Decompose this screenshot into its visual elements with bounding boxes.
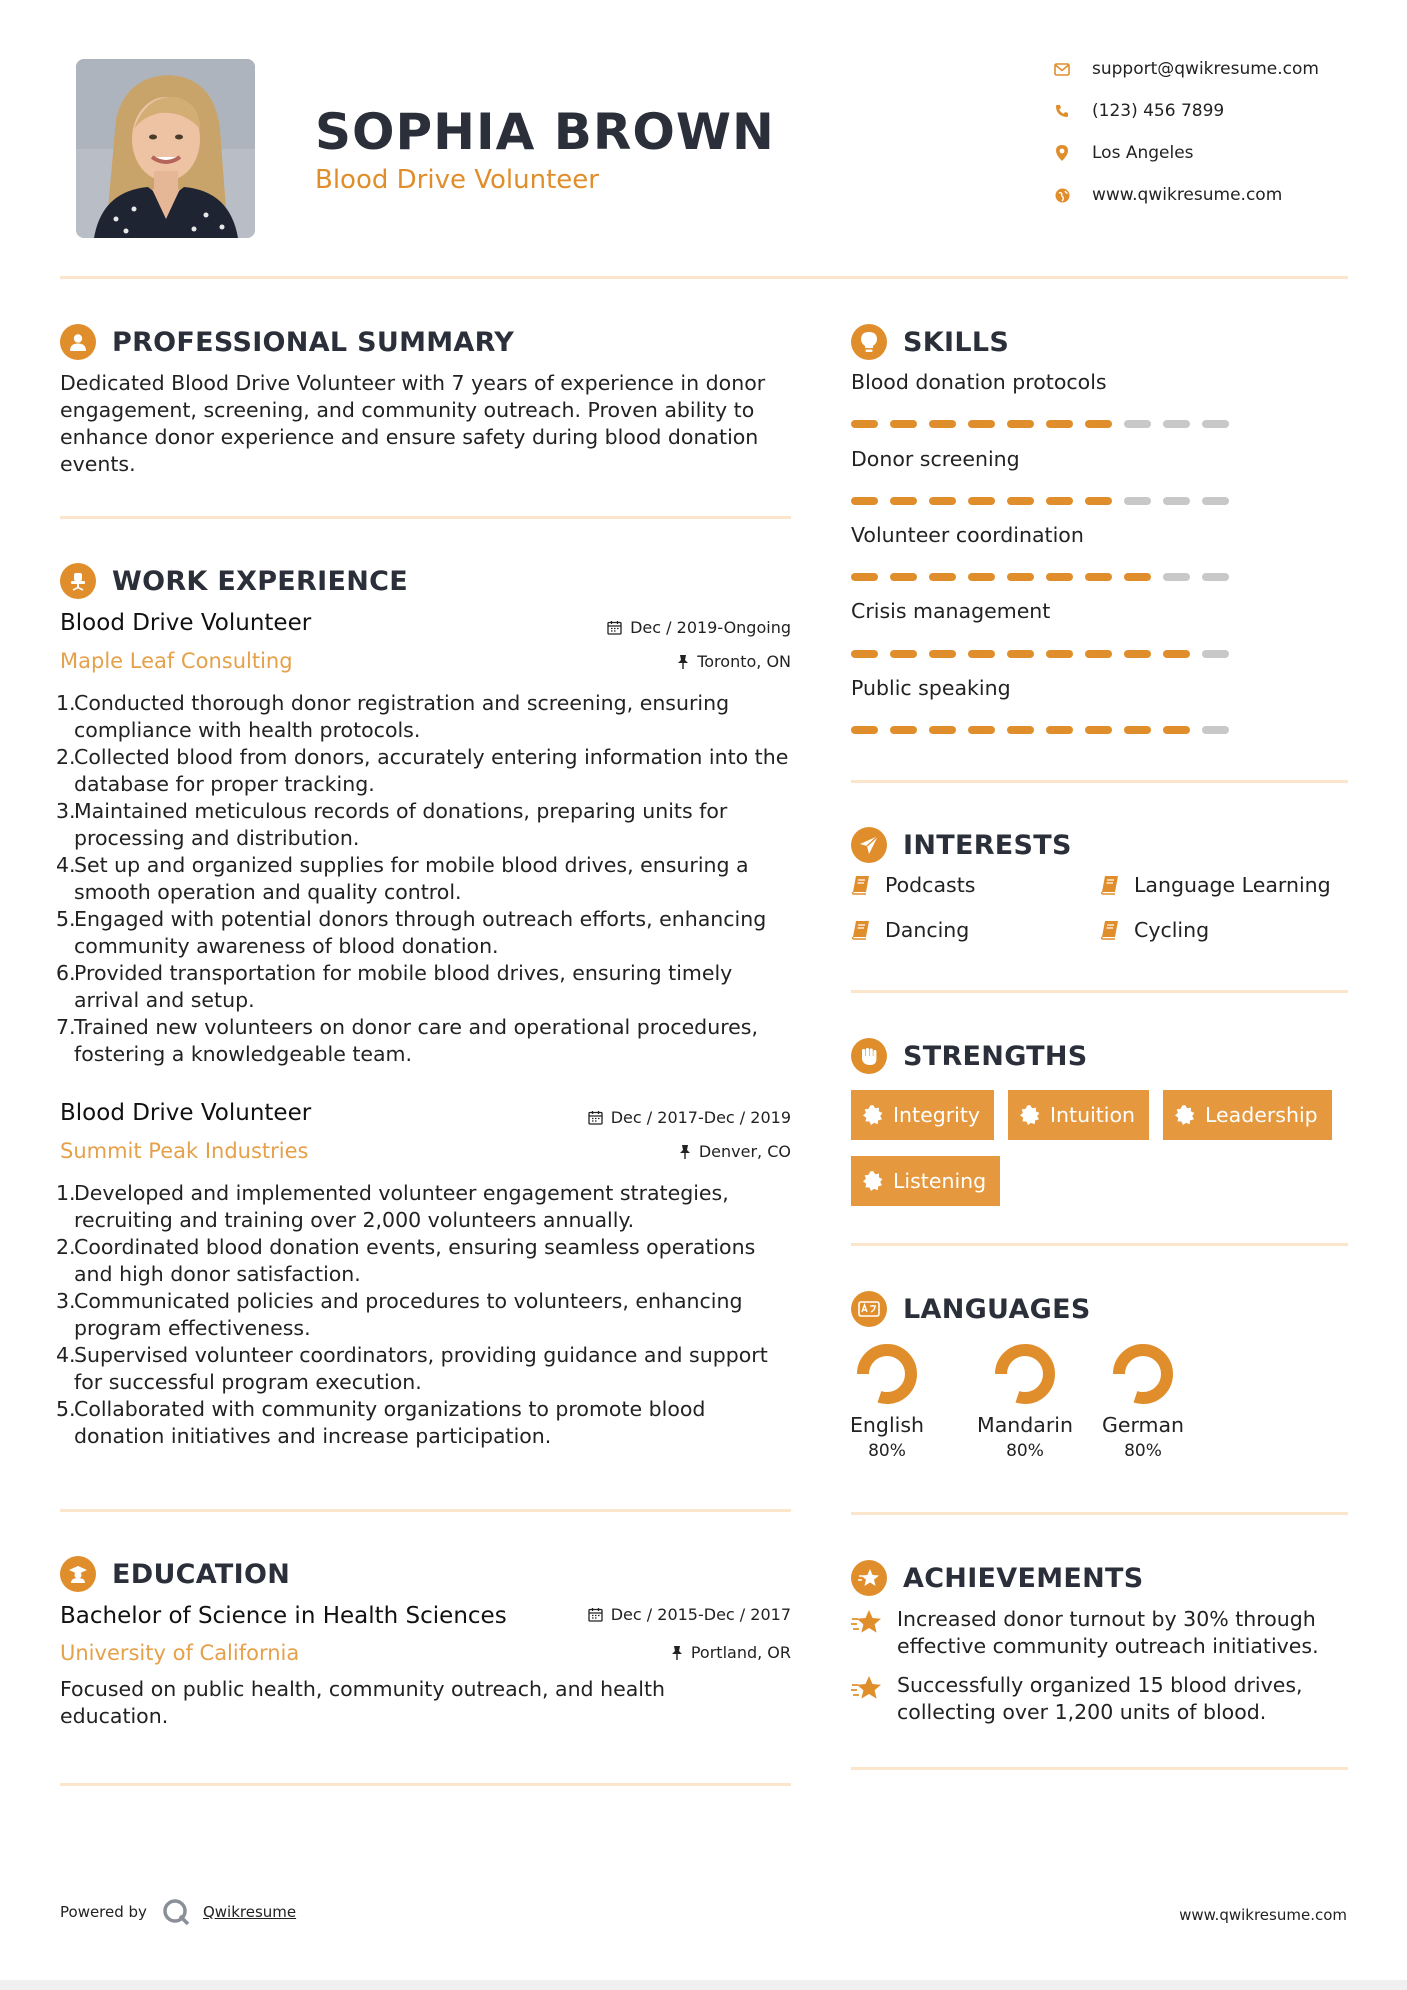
languages-title: LANGUAGES [903, 1293, 1091, 1325]
skill-level-bar [851, 420, 1229, 428]
contact-website[interactable] [1054, 182, 1354, 208]
job-1-role: Blood Drive Volunteer [60, 610, 312, 636]
skill-level-segment [968, 650, 995, 658]
skill-level-bar [851, 497, 1229, 505]
skill-level-segment [1163, 650, 1190, 658]
skill-level-segment [890, 420, 917, 428]
language-percent: 80% [1006, 1441, 1044, 1461]
pushpin-icon [671, 1645, 683, 1660]
summary-title: PROFESSIONAL SUMMARY [112, 326, 515, 358]
candidate-title: Blood Drive Volunteer [315, 165, 599, 195]
skill-level-segment [890, 726, 917, 734]
skill-level-segment [851, 726, 878, 734]
skill-name: Donor screening [851, 447, 1020, 471]
language-name: German [1101, 1413, 1185, 1437]
skill-level-segment [890, 650, 917, 658]
badge-icon [1175, 1105, 1195, 1125]
contact-location [1054, 140, 1354, 166]
skill-level-segment [968, 573, 995, 581]
skill-level-bar [851, 650, 1229, 658]
achievements-heading [851, 1558, 1144, 1598]
list-item: 3. Communicated policies and procedures to volunteers, enhancing program effectiveness. [56, 1289, 743, 1340]
skill-level-segment [890, 573, 917, 581]
achievement-item: Increased donor turnout by 30% through effective community outreach initiatives. [851, 1606, 1348, 1660]
strength-tag: Leadership [1163, 1090, 1332, 1140]
skill-level-segment [1202, 420, 1229, 428]
list-item: 1. Developed and implemented volunteer engagement strategies, recruiting and training over 2,000 volunteers annually. [56, 1181, 729, 1232]
language-percent: 80% [1124, 1441, 1162, 1461]
job-1-duties [56, 690, 796, 1068]
skill-level-segment [1124, 497, 1151, 505]
interest-item: Podcasts [851, 873, 975, 897]
skill-level-segment [1124, 650, 1151, 658]
skills-divider [851, 780, 1348, 783]
language-progress-ring [1112, 1343, 1174, 1405]
skill-level-segment [1046, 497, 1073, 505]
language-progress-ring [994, 1343, 1056, 1405]
lightbulb-icon [851, 324, 887, 360]
calendar-icon [588, 1607, 603, 1622]
skill-level-segment [851, 497, 878, 505]
education-location-text: Portland, OR [690, 1643, 791, 1662]
job-2-location-text: Denver, CO [698, 1142, 791, 1161]
skill-level-segment [929, 573, 956, 581]
list-item: 5. Collaborated with community organizations to promote blood donation initiatives and increase participation. [56, 1397, 706, 1448]
star-icon [851, 1560, 887, 1596]
list-item: 1. Conducted thorough donor registration and screening, ensuring compliance with health protocols. [56, 691, 730, 742]
skill-level-bar [851, 726, 1229, 734]
experience-heading [60, 561, 408, 601]
list-item: 6. Provided transportation for mobile blood drives, ensuring timely arrival and setup. [56, 961, 733, 1012]
languages-heading [851, 1289, 1091, 1329]
language-item [827, 1343, 947, 1461]
job-1-location-text: Toronto, ON [697, 652, 791, 671]
graduate-icon [60, 1556, 96, 1592]
languages-divider [851, 1512, 1348, 1515]
footer-website[interactable]: www.qwikresume.com [1179, 1906, 1347, 1924]
skill-level-segment [1163, 420, 1190, 428]
translate-icon [851, 1291, 887, 1327]
summary-heading [60, 322, 514, 362]
skill-level-segment [1007, 726, 1034, 734]
qwikresume-link[interactable]: Qwikresume [202, 1903, 297, 1921]
education-degree: Bachelor of Science in Health Sciences [60, 1603, 507, 1629]
job-1-dates [480, 618, 791, 637]
skill-level-segment [851, 650, 878, 658]
location-pin-icon [1054, 145, 1070, 161]
skill-level-segment [1007, 650, 1034, 658]
experience-title: WORK EXPERIENCE [112, 565, 408, 597]
user-icon [60, 324, 96, 360]
contact-website-text: www.qwikresume.com [1092, 185, 1283, 205]
job-2-duties [56, 1180, 796, 1450]
skill-level-segment [1202, 573, 1229, 581]
list-item: 4. Set up and organized supplies for mobile blood drives, ensuring a smooth operation and quality control. [56, 853, 749, 904]
skill-level-segment [929, 650, 956, 658]
badge-icon [1020, 1105, 1040, 1125]
skill-level-segment [929, 726, 956, 734]
fist-icon [851, 1038, 887, 1074]
profile-photo [76, 59, 255, 238]
badge-icon [863, 1171, 883, 1191]
education-heading [60, 1554, 290, 1594]
skill-level-segment [1085, 573, 1112, 581]
job-1-dates-text: Dec / 2019-Ongoing [630, 618, 791, 637]
strength-tag: Listening [851, 1156, 1000, 1206]
job-2-dates [480, 1108, 791, 1127]
contact-email-text: support@qwikresume.com [1092, 59, 1319, 79]
skills-title: SKILLS [903, 326, 1010, 358]
skill-level-segment [1124, 726, 1151, 734]
interests-title: INTERESTS [903, 829, 1072, 861]
education-dates [480, 1605, 791, 1624]
skill-level-segment [1124, 573, 1151, 581]
skill-level-segment [1163, 497, 1190, 505]
job-2-role: Blood Drive Volunteer [60, 1100, 312, 1126]
job-1-location [480, 652, 791, 671]
skill-level-segment [1085, 650, 1112, 658]
interest-item: Language Learning [1100, 873, 1331, 897]
office-chair-icon [60, 563, 96, 599]
skill-level-segment [1202, 650, 1229, 658]
language-item [1083, 1343, 1203, 1461]
skill-level-segment [851, 420, 878, 428]
experience-divider [60, 1509, 791, 1512]
badge-icon [863, 1105, 883, 1125]
skill-name: Blood donation protocols [851, 370, 1107, 394]
header-divider [60, 276, 1348, 279]
interests-divider [851, 990, 1348, 993]
skill-level-segment [851, 573, 878, 581]
strength-tag: Integrity [851, 1090, 994, 1140]
strength-tag: Intuition [1008, 1090, 1149, 1140]
phone-icon [1054, 103, 1070, 119]
skill-level-segment [1202, 497, 1229, 505]
skill-level-segment [1007, 497, 1034, 505]
skill-name: Public speaking [851, 676, 1011, 700]
contact-email[interactable] [1054, 56, 1354, 82]
education-title: EDUCATION [112, 1558, 291, 1590]
skill-name: Crisis management [851, 599, 1051, 623]
list-item: 2. Collected blood from donors, accurately entering information into the database for proper tracking. [56, 745, 789, 796]
calendar-icon [607, 620, 622, 635]
globe-icon [1054, 187, 1070, 203]
contact-location-text: Los Angeles [1092, 143, 1194, 163]
footer-branding [60, 1897, 296, 1927]
skill-level-segment [968, 726, 995, 734]
star-icon [851, 1608, 883, 1634]
skill-level-segment [1163, 726, 1190, 734]
skill-level-segment [929, 497, 956, 505]
list-item: 3. Maintained meticulous records of donations, preparing units for processing and distribution. [56, 799, 728, 850]
book-icon [1100, 875, 1120, 895]
strengths-heading [851, 1036, 1088, 1076]
interest-item: Cycling [1100, 918, 1209, 942]
calendar-icon [588, 1110, 603, 1125]
education-text: Focused on public health, community outreach, and health education. [60, 1677, 665, 1728]
pushpin-icon [679, 1144, 691, 1159]
skills-heading [851, 322, 1009, 362]
skill-level-segment [1202, 726, 1229, 734]
qwikresume-logo-icon [161, 1897, 191, 1927]
skill-level-segment [929, 420, 956, 428]
pushpin-icon [677, 654, 689, 669]
book-icon [851, 875, 871, 895]
job-1-company: Maple Leaf Consulting [60, 649, 293, 673]
candidate-name: SOPHIA BROWN [315, 103, 775, 161]
language-name: English [849, 1413, 925, 1437]
skill-level-segment [1007, 420, 1034, 428]
summary-divider [60, 516, 791, 519]
language-percent: 80% [868, 1441, 906, 1461]
skill-level-segment [1046, 650, 1073, 658]
list-item: 5. Engaged with potential donors through outreach efforts, enhancing community awareness of blood donation. [56, 907, 767, 958]
language-name: Mandarin [977, 1413, 1073, 1437]
language-progress-ring [856, 1343, 918, 1405]
list-item: 4. Supervised volunteer coordinators, providing guidance and support for successful program execution. [56, 1343, 768, 1394]
education-school: University of California [60, 1641, 300, 1665]
skill-level-segment [968, 497, 995, 505]
achievement-item: Successfully organized 15 blood drives, collecting over 1,200 units of blood. [851, 1672, 1348, 1726]
skill-level-segment [1085, 420, 1112, 428]
list-item: 7. Trained new volunteers on donor care and operational procedures, fostering a knowledgeable team. [56, 1015, 758, 1066]
book-icon [851, 920, 871, 940]
language-item [965, 1343, 1085, 1461]
skill-level-segment [1046, 573, 1073, 581]
paper-plane-icon [851, 827, 887, 863]
skill-level-bar [851, 573, 1229, 581]
list-item: 2. Coordinated blood donation events, ensuring seamless operations and high donor satisfaction. [56, 1235, 756, 1286]
interest-item: Dancing [851, 918, 969, 942]
strengths-title: STRENGTHS [903, 1040, 1088, 1072]
skill-level-segment [1085, 497, 1112, 505]
powered-by-label: Powered by [60, 1903, 147, 1921]
interests-heading [851, 825, 1072, 865]
achievements-divider [851, 1767, 1348, 1770]
skill-level-segment [1085, 726, 1112, 734]
skill-level-segment [1124, 420, 1151, 428]
education-divider [60, 1783, 791, 1786]
job-2-location [480, 1142, 791, 1161]
skill-level-segment [1007, 573, 1034, 581]
education-location [480, 1643, 791, 1662]
mail-icon [1054, 61, 1070, 77]
page-bottom-edge [0, 1980, 1407, 1990]
education-dates-text: Dec / 2015-Dec / 2017 [610, 1605, 791, 1624]
summary-text: Dedicated Blood Drive Volunteer with 7 years of experience in donor engagement, screening, and community outreach. Proven ability to enhance donor experience and ensure safety during blood donation events. [60, 371, 766, 476]
contact-phone-text: (123) 456 7899 [1092, 101, 1225, 121]
skill-level-segment [890, 497, 917, 505]
job-2-company: Summit Peak Industries [60, 1139, 309, 1163]
skill-level-segment [968, 420, 995, 428]
skill-name: Volunteer coordination [851, 523, 1084, 547]
skill-level-segment [1046, 726, 1073, 734]
job-2-dates-text: Dec / 2017-Dec / 2019 [610, 1108, 791, 1127]
strengths-divider [851, 1243, 1348, 1246]
achievements-title: ACHIEVEMENTS [903, 1562, 1144, 1594]
skill-level-segment [1163, 573, 1190, 581]
skill-level-segment [1046, 420, 1073, 428]
book-icon [1100, 920, 1120, 940]
contact-phone[interactable] [1054, 98, 1354, 124]
star-icon [851, 1674, 883, 1700]
